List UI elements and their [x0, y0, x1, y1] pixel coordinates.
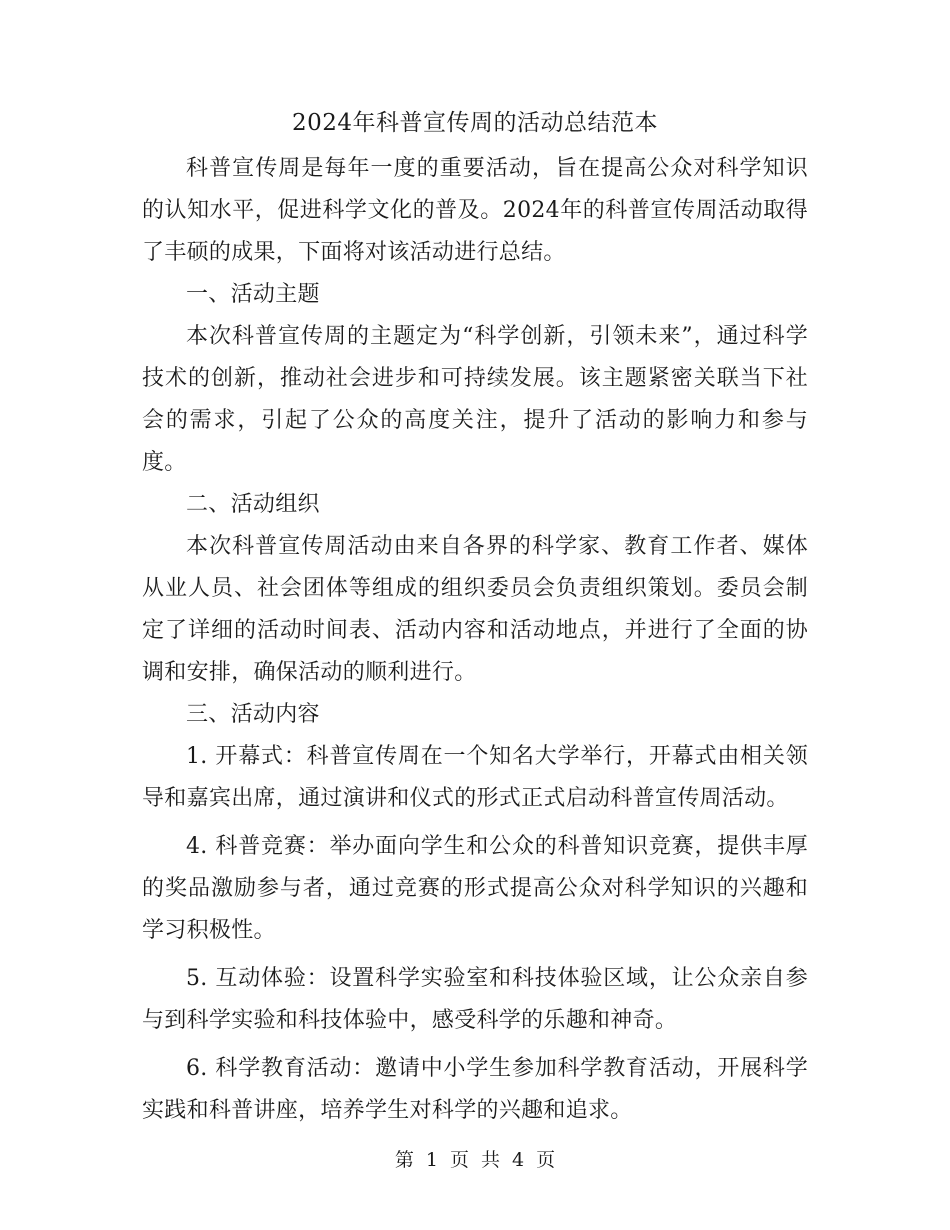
- content-item-opening: 1. 开幕式：科普宣传周在一个知名大学举行，开幕式由相关领导和嘉宾出席，通过演讲和仪式的形式正式启动科普宣传周活动。: [142, 744, 808, 811]
- theme-paragraph: 本次科普宣传周的主题定为“科学创新，引领未来”，通过科学技术的创新，推动社会进步和可持续发展。该主题紧密关联当下社会的需求，引起了公众的高度关注，提升了活动的影响力和参与度。: [142, 324, 808, 475]
- intro-paragraph: 科普宣传周是每年一度的重要活动，旨在提高公众对科学知识的认知水平，促进科学文化的普及。2024年的科普宣传周活动取得了丰硕的成果，下面将对该活动进行总结。: [142, 156, 808, 265]
- section-heading-content: 三、活动内容: [186, 702, 320, 727]
- document-title: 2024年科普宣传周的活动总结范本: [291, 110, 659, 136]
- content-item-interactive: 5. 互动体验：设置科学实验室和科技体验区域，让公众亲自参与到科学实验和科技体验中，感受科学的乐趣和神奇。: [142, 966, 808, 1033]
- document-body: [142, 148, 808, 1132]
- section-heading-theme: 一、活动主题: [186, 282, 320, 307]
- page-footer: 第 1 页 共 4 页: [394, 1149, 556, 1171]
- section-heading-organization: 二、活动组织: [186, 492, 320, 517]
- content-item-competition: 4. 科普竞赛：举办面向学生和公众的科普知识竞赛，提供丰厚的奖品激励参与者，通过竞赛的形式提高公众对科学知识的兴趣和学习积极性。: [142, 834, 808, 943]
- organization-paragraph: 本次科普宣传周活动由来自各界的科学家、教育工作者、媒体从业人员、社会团体等组成的组织委员会负责组织策划。委员会制定了详细的活动时间表、活动内容和活动地点，并进行了全面的协调和安排，确保活动的顺利进行。: [142, 534, 808, 685]
- content-item-education: 6. 科学教育活动：邀请中小学生参加科学教育活动，开展科学实践和科普讲座，培养学生对科学的兴趣和追求。: [142, 1056, 808, 1123]
